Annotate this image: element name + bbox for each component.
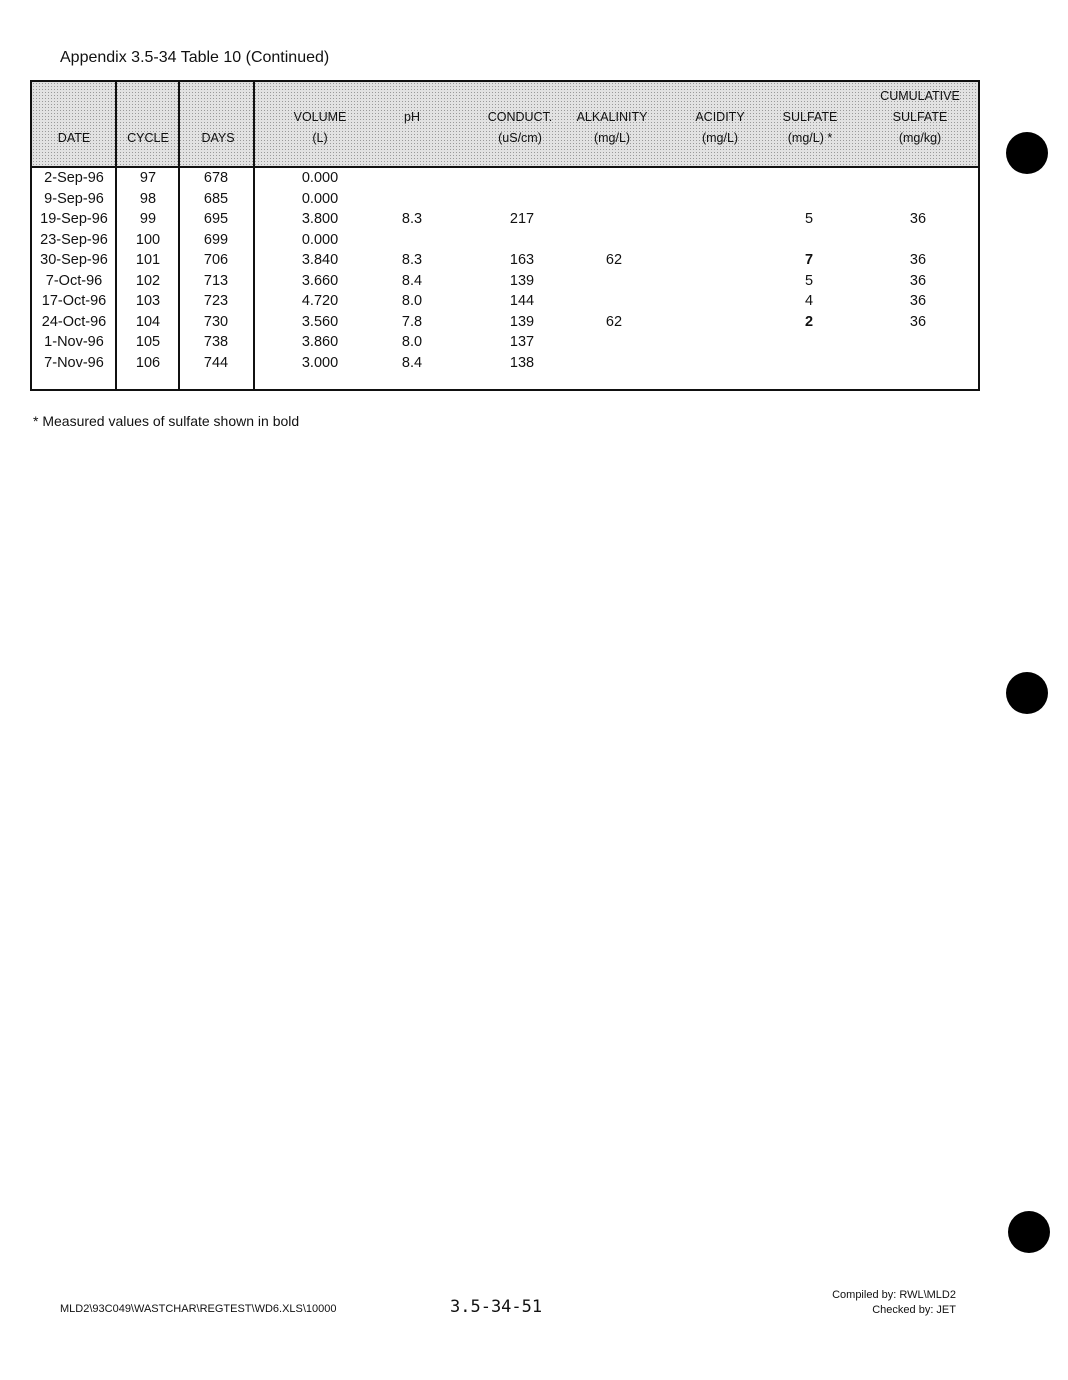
table-title: Appendix 3.5-34 Table 10 (Continued): [60, 49, 330, 66]
cell-cum-sulfate: 36: [909, 313, 927, 330]
cell-cycle: 103: [135, 293, 161, 309]
cell-volume: 4.720: [301, 293, 339, 309]
header-acidity: ACIDITY: [695, 110, 745, 124]
cell-cum-sulfate: 36: [909, 293, 927, 309]
cell-cycle: 104: [135, 313, 161, 330]
header-ph: pH: [404, 110, 420, 124]
cell-ph: 8.0: [401, 334, 423, 350]
cell-volume: 0.000: [301, 231, 339, 248]
cell-date: 24-Oct-96: [41, 313, 107, 330]
cell-ph: 7.8: [401, 313, 423, 330]
cell-volume: 3.000: [301, 354, 339, 371]
cell-date: 1-Nov-96: [44, 334, 104, 350]
cell-conduct: 144: [509, 293, 535, 309]
cell-alkalinity: 62: [605, 313, 623, 330]
cell-days: 744: [203, 354, 229, 371]
cell-volume: 3.860: [301, 334, 339, 350]
cell-ph: 8.3: [401, 252, 423, 268]
cell-cycle: 100: [135, 231, 161, 248]
cell-ph: 8.4: [401, 354, 423, 371]
column-divider: [178, 82, 180, 389]
cell-days: 699: [203, 231, 229, 248]
page-number: 3.5-34-51: [450, 1297, 543, 1317]
cell-cycle: 98: [139, 190, 157, 207]
cell-cum-sulfate: 36: [909, 211, 927, 227]
cell-sulfate: 7: [804, 252, 814, 268]
cell-days: 678: [203, 170, 229, 186]
table-header: [32, 82, 978, 168]
data-table: [30, 80, 980, 391]
cell-conduct: 163: [509, 252, 535, 268]
compiled-checked: [832, 1288, 956, 1318]
file-path: MLD2\93C049\WASTCHAR\REGTEST\WD6.XLS\10000: [60, 1303, 337, 1315]
cell-volume: 3.560: [301, 313, 339, 330]
cell-cycle: 97: [139, 170, 157, 186]
header-cum-sulfate: SULFATE: [892, 110, 948, 124]
punch-hole: [1006, 132, 1048, 174]
cell-ph: 8.4: [401, 272, 423, 289]
cell-cycle: 101: [135, 252, 161, 268]
cell-conduct: 138: [509, 354, 535, 371]
cell-date: 9-Sep-96: [44, 190, 104, 207]
cell-cycle: 106: [135, 354, 161, 371]
cell-days: 706: [203, 252, 229, 268]
compiled-by: Compiled by: RWL\MLD2: [832, 1289, 956, 1301]
cell-days: 695: [203, 211, 229, 227]
cell-sulfate: 5: [804, 211, 814, 227]
cell-volume: 0.000: [301, 190, 339, 207]
cell-sulfate: 4: [804, 293, 814, 309]
cell-conduct: 217: [509, 211, 535, 227]
cell-date: 7-Nov-96: [44, 354, 104, 371]
cell-alkalinity: 62: [605, 252, 623, 268]
header-conduct-unit: (uS/cm): [498, 131, 542, 145]
cell-date: 7-Oct-96: [45, 272, 103, 289]
header-acidity-unit: (mg/L): [701, 131, 739, 145]
header-cum-sulfate-unit: (mg/kg): [898, 131, 942, 145]
header-days: DAYS: [201, 131, 235, 145]
cell-date: 30-Sep-96: [40, 252, 108, 268]
header-sulfate: SULFATE: [782, 110, 838, 124]
cell-volume: 3.840: [301, 252, 339, 268]
header-sulfate-unit: (mg/L) *: [787, 131, 833, 145]
cell-date: 19-Sep-96: [40, 211, 108, 227]
cell-days: 685: [203, 190, 229, 207]
cell-days: 730: [203, 313, 229, 330]
cell-cycle: 99: [139, 211, 157, 227]
header-volume: VOLUME: [293, 110, 347, 124]
cell-days: 723: [203, 293, 229, 309]
header-cycle: CYCLE: [127, 131, 169, 145]
cell-date: 23-Sep-96: [40, 231, 108, 248]
cell-cum-sulfate: 36: [909, 272, 927, 289]
column-divider: [115, 82, 117, 389]
header-volume-unit: (L): [312, 131, 328, 145]
header-cumulative: CUMULATIVE: [880, 89, 960, 103]
header-alkalinity-unit: (mg/L): [593, 131, 631, 145]
cell-sulfate: 5: [804, 272, 814, 289]
header-alkalinity: ALKALINITY: [576, 110, 648, 124]
cell-volume: 3.800: [301, 211, 339, 227]
cell-ph: 8.0: [401, 293, 423, 309]
cell-conduct: 139: [509, 313, 535, 330]
footnote: * Measured values of sulfate shown in bold: [33, 413, 300, 429]
cell-date: 17-Oct-96: [41, 293, 107, 309]
cell-cycle: 102: [135, 272, 161, 289]
header-conduct: CONDUCT.: [487, 110, 553, 124]
header-date: DATE: [57, 131, 91, 145]
punch-hole: [1008, 1211, 1050, 1253]
cell-date: 2-Sep-96: [44, 170, 104, 186]
cell-ph: 8.3: [401, 211, 423, 227]
cell-cum-sulfate: 36: [909, 252, 927, 268]
cell-cycle: 105: [135, 334, 161, 350]
checked-by: Checked by: JET: [872, 1304, 956, 1316]
column-divider: [253, 82, 255, 389]
cell-volume: 0.000: [301, 170, 339, 186]
cell-sulfate: 2: [804, 313, 814, 330]
cell-volume: 3.660: [301, 272, 339, 289]
cell-conduct: 139: [509, 272, 535, 289]
cell-days: 738: [203, 334, 229, 350]
punch-hole: [1006, 672, 1048, 714]
cell-days: 713: [203, 272, 229, 289]
cell-conduct: 137: [509, 334, 535, 350]
